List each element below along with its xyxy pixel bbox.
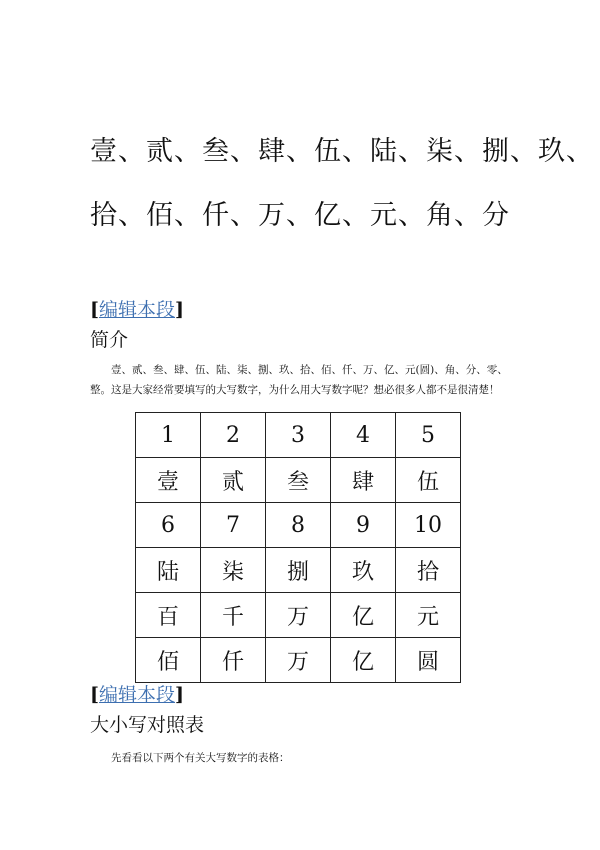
table-cell: 亿 bbox=[331, 593, 396, 638]
table-row bbox=[136, 548, 461, 593]
table-cell: 陆 bbox=[136, 548, 201, 593]
table-cell: 元 bbox=[396, 593, 461, 638]
table-cell: 亿 bbox=[331, 638, 396, 683]
table-cell: 万 bbox=[266, 638, 331, 683]
edit-section-link-label[interactable]: 编辑本段 bbox=[99, 299, 176, 321]
table-row bbox=[136, 458, 461, 503]
edit-section-link-1[interactable] bbox=[90, 301, 184, 320]
table-row bbox=[136, 413, 461, 458]
numeral-comparison-table bbox=[135, 412, 461, 683]
table-row bbox=[136, 593, 461, 638]
bracket-open: [ bbox=[90, 684, 99, 706]
table-cell: 8 bbox=[266, 503, 331, 548]
section-title-comparison-table: 大小写对照表 bbox=[90, 714, 205, 736]
bracket-close: ] bbox=[175, 684, 185, 706]
table-cell: 6 bbox=[136, 503, 201, 548]
table-cell: 4 bbox=[331, 413, 396, 458]
numeral-heading-line-2: 拾、佰、仟、万、亿、元、角、分 bbox=[90, 200, 510, 231]
bracket-open: [ bbox=[90, 299, 99, 321]
table-cell: 5 bbox=[396, 413, 461, 458]
table-cell: 壹 bbox=[136, 458, 201, 503]
table-intro-paragraph: 先看看以下两个有关大写数字的表格： bbox=[111, 752, 290, 764]
table-cell: 捌 bbox=[266, 548, 331, 593]
numeral-heading-line-1: 壹、贰、叁、肆、伍、陆、柒、捌、玖、 bbox=[90, 136, 594, 167]
table-cell: 肆 bbox=[331, 458, 396, 503]
table-cell: 玖 bbox=[331, 548, 396, 593]
table-cell: 9 bbox=[331, 503, 396, 548]
table-cell: 贰 bbox=[201, 458, 266, 503]
table-cell: 仟 bbox=[201, 638, 266, 683]
table-cell: 伍 bbox=[396, 458, 461, 503]
table-cell: 千 bbox=[201, 593, 266, 638]
table-cell: 圆 bbox=[396, 638, 461, 683]
intro-paragraph: 壹、贰、叁、肆、伍、陆、柒、捌、玖、拾、佰、仟、万、亿、元(圆)、角、分、零、整。这是大家经常要填写的大写数字，为什么用大写数字呢？想必很多人都不是很清楚！ bbox=[90, 364, 508, 396]
table-cell: 10 bbox=[396, 503, 461, 548]
table-cell: 7 bbox=[201, 503, 266, 548]
edit-section-link-label[interactable]: 编辑本段 bbox=[99, 684, 176, 706]
table-cell: 百 bbox=[136, 593, 201, 638]
table-cell: 佰 bbox=[136, 638, 201, 683]
table-cell: 3 bbox=[266, 413, 331, 458]
table-cell: 万 bbox=[266, 593, 331, 638]
section-title-intro: 简介 bbox=[90, 329, 129, 351]
table-cell: 叁 bbox=[266, 458, 331, 503]
bracket-close: ] bbox=[175, 299, 185, 321]
table-row bbox=[136, 503, 461, 548]
table-cell: 1 bbox=[136, 413, 201, 458]
table-cell: 2 bbox=[201, 413, 266, 458]
table-cell: 柒 bbox=[201, 548, 266, 593]
table-row bbox=[136, 638, 461, 683]
edit-section-link-2[interactable] bbox=[90, 686, 184, 705]
table-cell: 拾 bbox=[396, 548, 461, 593]
